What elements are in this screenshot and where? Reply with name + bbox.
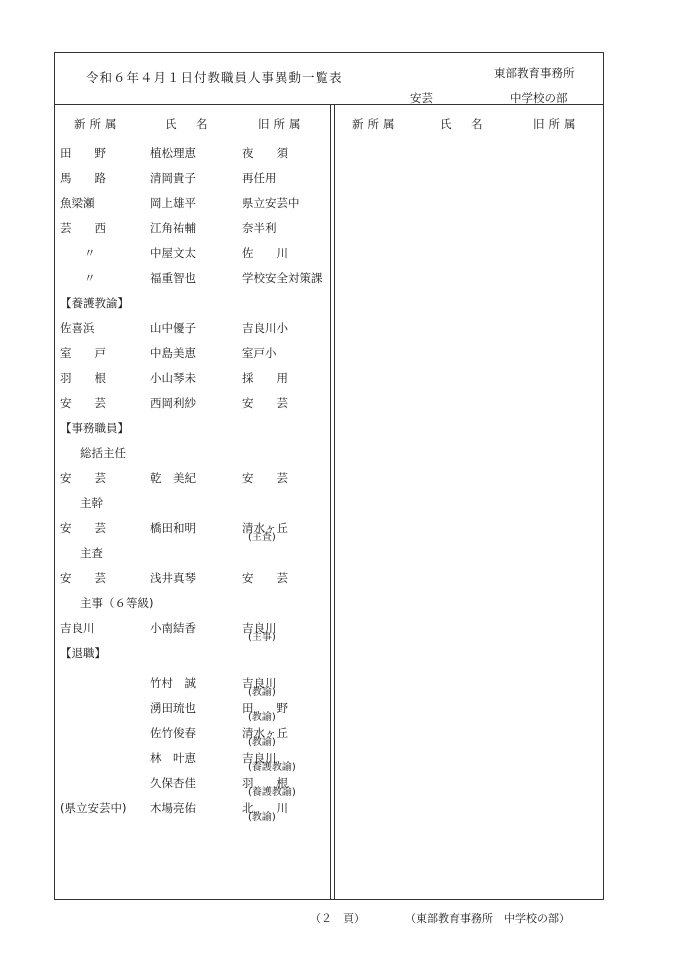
new-affiliation: 佐喜浜: [60, 321, 95, 335]
staff-name: 清岡貴子: [150, 171, 196, 185]
section-label: 主幹: [80, 496, 103, 510]
former-position-note: (教諭): [248, 737, 276, 748]
column-divider-right: [334, 104, 335, 900]
staff-name: 乾 美紀: [150, 471, 196, 485]
former-affiliation: 羽 根: [242, 776, 288, 790]
staff-name: 西岡利紗: [150, 396, 196, 410]
new-affiliation: (県立安芸中): [60, 801, 127, 815]
former-position-note: (主事): [248, 632, 276, 643]
staff-name: 中屋文太: [150, 246, 196, 260]
former-affiliation: 安 芸: [242, 471, 288, 485]
new-affiliation: 羽 根: [60, 371, 106, 385]
former-position-note: (養護教諭): [248, 762, 296, 773]
right-header-new: 新所属: [352, 117, 399, 131]
footer-office: （東部教育事務所 中学校の部）: [405, 912, 570, 925]
staff-name: 橋田和明: [150, 521, 196, 535]
staff-name: 岡上雄平: [150, 196, 196, 210]
former-position-note: (教諭): [248, 812, 276, 823]
staff-name: 久保杏佳: [150, 776, 196, 790]
former-position-note: (教諭): [248, 712, 276, 723]
section-label: 総括主任: [80, 446, 126, 460]
staff-name: 竹村 誠: [150, 676, 196, 690]
former-affiliation: 清水ヶ丘: [242, 521, 288, 535]
new-affiliation: 魚梁瀬: [60, 196, 95, 210]
former-affiliation: 吉良川小: [242, 321, 288, 335]
former-affiliation: 学校安全対策課: [242, 271, 323, 285]
page-number: （２ 頁）: [310, 912, 365, 925]
former-position-note: (教諭): [248, 687, 276, 698]
staff-name: 佐竹俊春: [150, 726, 196, 740]
left-header-new: 新所属: [74, 117, 121, 131]
section-label: 【退職】: [60, 646, 106, 660]
former-affiliation: 夜 須: [242, 146, 288, 160]
former-affiliation: 吉良川: [242, 621, 277, 635]
right-header-name: 氏 名: [440, 117, 487, 131]
new-affiliation: 安 芸: [60, 396, 106, 410]
new-affiliation: 芸 西: [60, 221, 106, 235]
former-affiliation: 吉良川: [242, 676, 277, 690]
former-affiliation: 田 野: [242, 701, 288, 715]
former-affiliation: 安 芸: [242, 396, 288, 410]
staff-name: 湧田琉也: [150, 701, 196, 715]
former-position-note: (主査): [248, 532, 276, 543]
new-affiliation: 安 芸: [60, 471, 106, 485]
section-label: 主査: [80, 546, 103, 560]
staff-name: 植松理恵: [150, 146, 196, 160]
column-divider-left: [330, 104, 331, 900]
staff-name: 福重智也: [150, 271, 196, 285]
former-affiliation: 室戸小: [242, 346, 277, 360]
section-name: 中学校の部: [510, 91, 568, 105]
staff-name: 小山琴未: [150, 371, 196, 385]
section-label: 【事務職員】: [60, 421, 129, 435]
office-name: 東部教育事務所: [494, 66, 575, 80]
staff-name: 中島美恵: [150, 346, 196, 360]
section-label: 【養護教諭】: [60, 296, 129, 310]
former-affiliation: 県立安芸中: [242, 196, 300, 210]
former-affiliation: 吉良川: [242, 751, 277, 765]
left-header-name: 氏 名: [165, 117, 212, 131]
former-affiliation: 安 芸: [242, 571, 288, 585]
new-affiliation: 田 野: [60, 146, 106, 160]
staff-name: 山中優子: [150, 321, 196, 335]
document-title: 令和６年４月１日付教職員人事異動一覧表: [86, 70, 343, 85]
right-header-old: 旧所属: [533, 117, 580, 131]
staff-name: 林 叶恵: [150, 751, 196, 765]
former-affiliation: 再任用: [242, 171, 277, 185]
new-affiliation: 安 芸: [60, 521, 106, 535]
new-affiliation: 馬 路: [60, 171, 106, 185]
staff-name: 木場亮佑: [150, 801, 196, 815]
staff-name: 小南結香: [150, 621, 196, 635]
table-frame: [54, 52, 604, 900]
new-affiliation: 〃: [84, 271, 96, 285]
former-affiliation: 採 用: [242, 371, 288, 385]
former-affiliation: 奈半利: [242, 221, 277, 235]
staff-name: 浅井真琴: [150, 571, 196, 585]
staff-name: 江角祐輔: [150, 221, 196, 235]
new-affiliation: 室 戸: [60, 346, 106, 360]
former-position-note: (養護教諭): [248, 787, 296, 798]
new-affiliation: 吉良川: [60, 621, 95, 635]
former-affiliation: 清水ヶ丘: [242, 726, 288, 740]
former-affiliation: 北 川: [242, 801, 288, 815]
section-label: 主事（６等級): [80, 596, 154, 610]
left-header-old: 旧所属: [258, 117, 305, 131]
new-affiliation: 〃: [84, 246, 96, 260]
new-affiliation: 安 芸: [60, 571, 106, 585]
area-name: 安芸: [410, 91, 433, 105]
former-affiliation: 佐 川: [242, 246, 288, 260]
